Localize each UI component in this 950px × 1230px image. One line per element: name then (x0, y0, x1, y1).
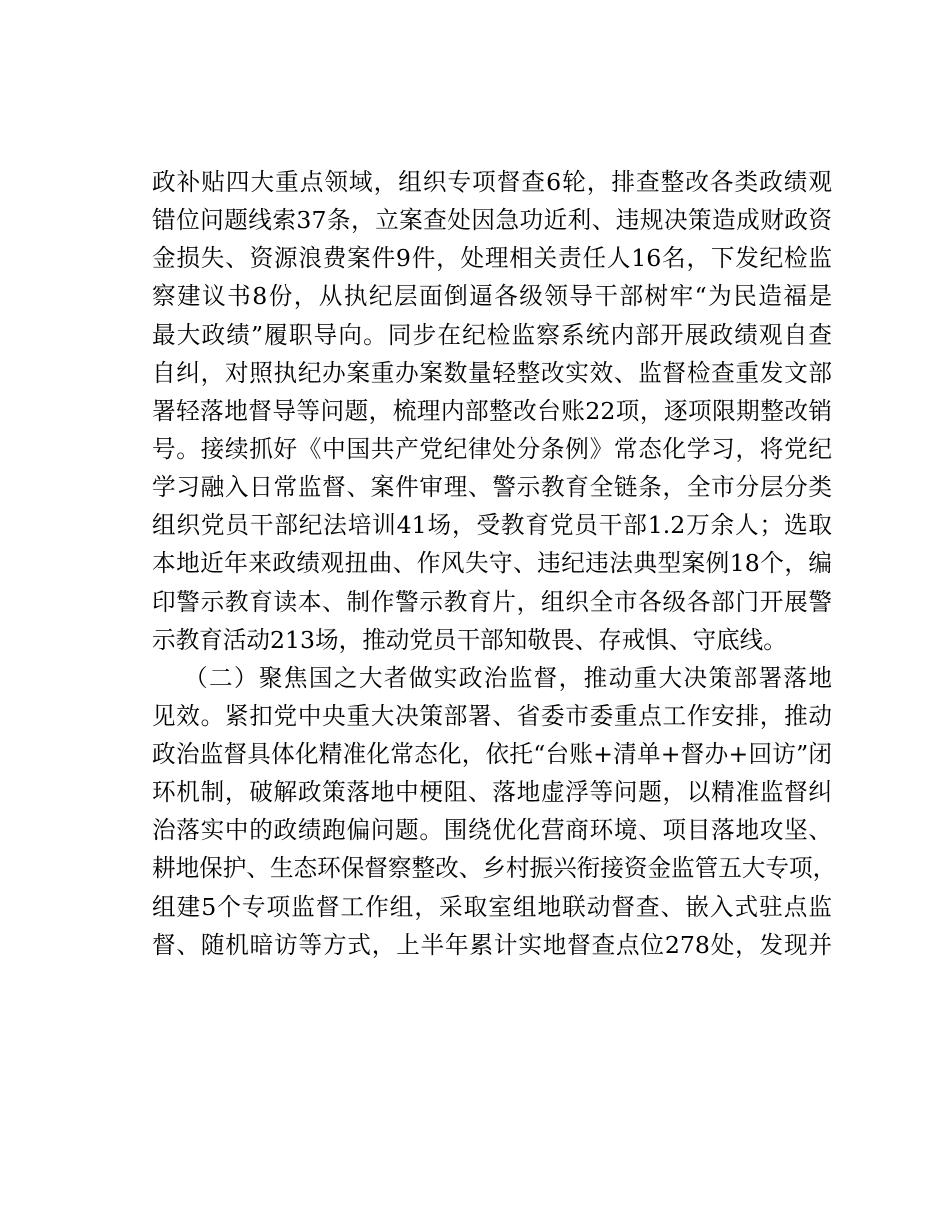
body-text-line: 印警示教育读本、制作警示教育片，组织全市各级各部门开展警 (152, 588, 832, 616)
section-heading-line: （二）聚焦国之大者做实政治监督，推动重大决策部署落地 (184, 664, 832, 692)
body-text-line: 察建议书8份，从执纪层面倒逼各级领导干部树牢“为民造福是 (152, 282, 832, 310)
body-text-line: 自纠，对照执纪办案重办案数量轻整改实效、监督检查重发文部 (152, 359, 832, 387)
body-text-line: 环机制，破解政策落地中梗阻、落地虚浮等问题，以精准监督纠 (152, 778, 832, 806)
body-text-line: 金损失、资源浪费案件9件，处理相关责任人16名，下发纪检监 (152, 244, 832, 272)
body-text-line: 示教育活动213场，推动党员干部知敬畏、存戒惧、守底线。 (152, 626, 787, 654)
body-text-line: 最大政绩”履职导向。同步在纪检监察系统内部开展政绩观自查 (152, 321, 832, 349)
body-text-line: 错位问题线索37条，立案查处因急功近利、违规决策造成财政资 (152, 206, 832, 234)
body-text-line: 耕地保护、生态环保督察整改、乡村振兴衔接资金监管五大专项， (152, 854, 837, 882)
body-text-line: 组建5个专项监督工作组，采取室组地联动督查、嵌入式驻点监 (152, 893, 832, 921)
body-text-line: 学习融入日常监督、案件审理、警示教育全链条，全市分层分类 (152, 473, 832, 501)
body-text-line: 政治监督具体化精准化常态化，依托“台账+清单+督办+回访”闭 (152, 740, 832, 768)
body-text-line: 组织党员干部纪法培训41场，受教育党员干部1.2万余人；选取 (152, 511, 832, 539)
body-text-line: 号。接续抓好《中国共产党纪律处分条例》常态化学习，将党纪 (152, 435, 832, 463)
body-text-line: 治落实中的政绩跑偏问题。围绕优化营商环境、项目落地攻坚、 (152, 816, 832, 844)
body-text-line: 督、随机暗访等方式，上半年累计实地督查点位278处，发现并 (152, 931, 832, 959)
body-text-line: 本地近年来政绩观扭曲、作风失守、违纪违法典型案例18个，编 (152, 549, 832, 577)
body-text-line: 政补贴四大重点领域，组织专项督查6轮，排查整改各类政绩观 (152, 168, 832, 196)
body-text-line: 署轻落地督导等问题，梳理内部整改台账22项，逐项限期整改销 (152, 397, 832, 425)
body-text-line: 见效。紧扣党中央重大决策部署、省委市委重点工作安排，推动 (152, 702, 832, 730)
